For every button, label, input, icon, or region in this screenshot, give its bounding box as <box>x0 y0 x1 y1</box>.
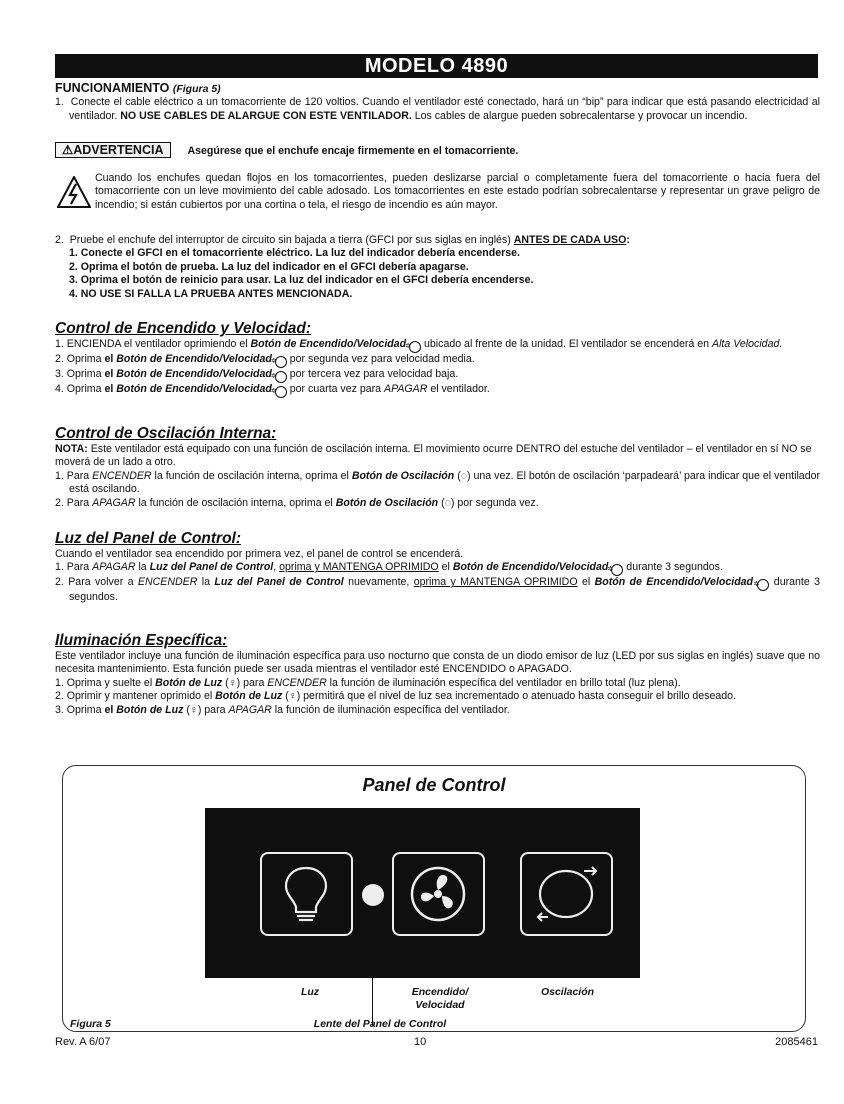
page-number: 10 <box>414 1036 427 1048</box>
gfci-step-1: 1. Conecte el GFCI en el tomacorriente eléctrico. La luz del indicador debería encenderse. <box>69 247 520 260</box>
operation-heading: FUNCIONAMIENTO (Figura 5) <box>55 81 221 95</box>
gfci-section <box>55 234 820 301</box>
fan-icon: ✲ <box>275 356 287 368</box>
oscillation-icon: ◌ <box>444 496 451 509</box>
spot-light-section <box>55 632 820 717</box>
oscillation-section <box>55 425 820 510</box>
label-lens: Lente del Panel de Control <box>313 1018 447 1030</box>
list-item: 1. ENCIENDA el ventilador oprimiendo el Botón de Encendido/Velocidad ✲ ubicado al frente de la unidad. El ventilador se encenderá en Alta Velocidad. <box>55 338 820 353</box>
model-banner: MODELO 4890 <box>55 54 818 78</box>
warning-body <box>55 172 820 212</box>
light-button <box>260 852 353 936</box>
list-item: 1. Para APAGAR la Luz del Panel de Control, oprima y MANTENGA OPRIMIDO el Botón de Encendido/Velocidad ✲ durante 3 segundos. <box>55 561 820 576</box>
fan-icon <box>394 854 483 934</box>
bulb-icon: ♀ <box>228 676 237 689</box>
list-item: 4. Oprima el Botón de Encendido/Velocidad ✲ por cuarta vez para APAGAR el ventilador. <box>55 383 820 398</box>
list-item: 2. Oprimir y mantener oprimido el Botón de Luz (♀) permitirá que el nivel de luz sea incrementado o atenuado hasta conseguir el brillo deseado. <box>55 690 737 703</box>
fan-icon: ✲ <box>611 564 623 576</box>
figure-caption: Figura 5 <box>70 1018 111 1030</box>
list-item: 2. Para volver a ENCENDER la Luz del Panel de Control nuevamente, oprima y MANTENGA OPRIMIDO el Botón de Encendido/Velocidad ✲ durante 3 segundos. <box>55 576 820 604</box>
fan-icon: ✲ <box>275 371 287 383</box>
indicator-led <box>362 884 384 906</box>
list-item: 1. Para ENCENDER la función de oscilación interna, oprima el Botón de Oscilación (◌) una vez. El botón de oscilación ‘parpadeará’ para indicar que el ventilador está oscilando. <box>55 469 821 496</box>
list-item: 2. Para APAGAR la función de oscilación interna, oprima el Botón de Oscilación (◌) por segunda vez. <box>55 496 539 509</box>
label-light: Luz <box>300 986 320 998</box>
warning-row <box>55 142 820 158</box>
list-item: 2. Oprima el Botón de Encendido/Velocidad ✲ por segunda vez para velocidad media. <box>55 353 820 368</box>
warning-body-text: Cuando los enchufes quedan flojos en los tomacorrientes, pueden deslizarse parcial o completamente fuera del tomacorriente o hacia fuera del tomacorriente con un leve movimiento del cable adosado. Los tomacorrientes en este estado podrían sobrecalentarse y representar un grave peligro de incendio; si están cubiertos por una cortina o tela, el riesgo de incendio es aún mayor. <box>95 172 820 211</box>
warning-text: Asegúrese que el enchufe encaje firmemente en el tomacorriente. <box>187 145 519 157</box>
section-title: Control de Oscilación Interna: <box>55 425 277 442</box>
section-title: Luz del Panel de Control: <box>55 530 242 547</box>
leader-line <box>372 906 373 1026</box>
oscillation-icon <box>522 854 611 934</box>
gfci-step-3: 3. Oprima el botón de reinicio para usar. La luz del indicador en el GFCI debería encenderse. <box>69 274 534 287</box>
list-item: 1. Oprima y suelte el Botón de Luz (♀) para ENCENDER la función de iluminación específica del ventilador en brillo total (luz plena). <box>55 676 681 689</box>
warning-box: ⚠ADVERTENCIA <box>55 142 171 158</box>
bulb-icon <box>262 854 351 934</box>
power-speed-section <box>55 320 820 398</box>
revision: Rev. A 6/07 <box>55 1036 111 1048</box>
section-title: Iluminación Específica: <box>55 632 228 649</box>
list-item: 3. Oprima el Botón de Luz (♀) para APAGAR la función de iluminación específica del ventilador. <box>55 703 510 716</box>
figure-title: Panel de Control <box>362 775 506 795</box>
list-item: 3. Oprima el Botón de Encendido/Velocidad ✲ por tercera vez para velocidad baja. <box>55 368 820 383</box>
step-2: 2. Pruebe el enchufe del interruptor de circuito sin bajada a tierra (GFCI por sus siglas en inglés) ANTES DE CADA USO: <box>55 234 630 246</box>
gfci-step-2: 2. Oprima el botón de prueba. La luz del indicador en el GFCI debería apagarse. <box>69 260 469 273</box>
operation-section <box>55 82 820 123</box>
intro: Este ventilador incluye una función de iluminación específica para uso nocturno que consta de un diodo emisor de luz (LED por sus siglas en inglés) suave que no necesita mantenimiento. Esta función puede ser usada mientras el ventilador esté ENCENDIDO o APAGADO. <box>55 650 820 676</box>
fan-icon: ✲ <box>275 386 287 398</box>
bulb-icon: ♀ <box>189 703 198 716</box>
note: NOTA: Este ventilador está equipado con una función de oscilación interna. El movimiento ocurre DENTRO del estuche del ventilador – el ventilador en sí NO se moverá de un lado a otro. <box>55 443 812 469</box>
oscillation-icon: ◌ <box>460 469 468 482</box>
section-title: Control de Encendido y Velocidad: <box>55 320 312 337</box>
part-code: 2085461 <box>775 1036 818 1048</box>
fan-icon: ✲ <box>409 341 421 353</box>
electric-hazard-icon <box>57 176 91 212</box>
label-oscillation: Oscilación <box>540 986 595 998</box>
oscillation-button <box>520 852 613 936</box>
intro: Cuando el ventilador sea encendido por primera vez, el panel de control se encenderá. <box>55 548 464 560</box>
panel-light-section <box>55 530 820 605</box>
gfci-step-4: 4. NO USE SI FALLA LA PRUEBA ANTES MENCIONADA. <box>69 287 353 300</box>
label-power-speed: Encendido/ Velocidad <box>411 986 469 1011</box>
power-speed-button <box>392 852 485 936</box>
step-1: 1. Conecte el cable eléctrico a un tomacorriente de 120 voltios. Cuando el ventilador esté conectado, hará un “bip” para indicar que está pasando electricidad al ventilador. NO USE CABLES DE ALARGUE CON ESTE VENTILADOR. Los cables de alargue pueden sobrecalentarse y provocar un incendio. <box>55 96 820 122</box>
bulb-icon: ♀ <box>288 690 297 703</box>
fan-icon: ✲ <box>757 579 769 591</box>
